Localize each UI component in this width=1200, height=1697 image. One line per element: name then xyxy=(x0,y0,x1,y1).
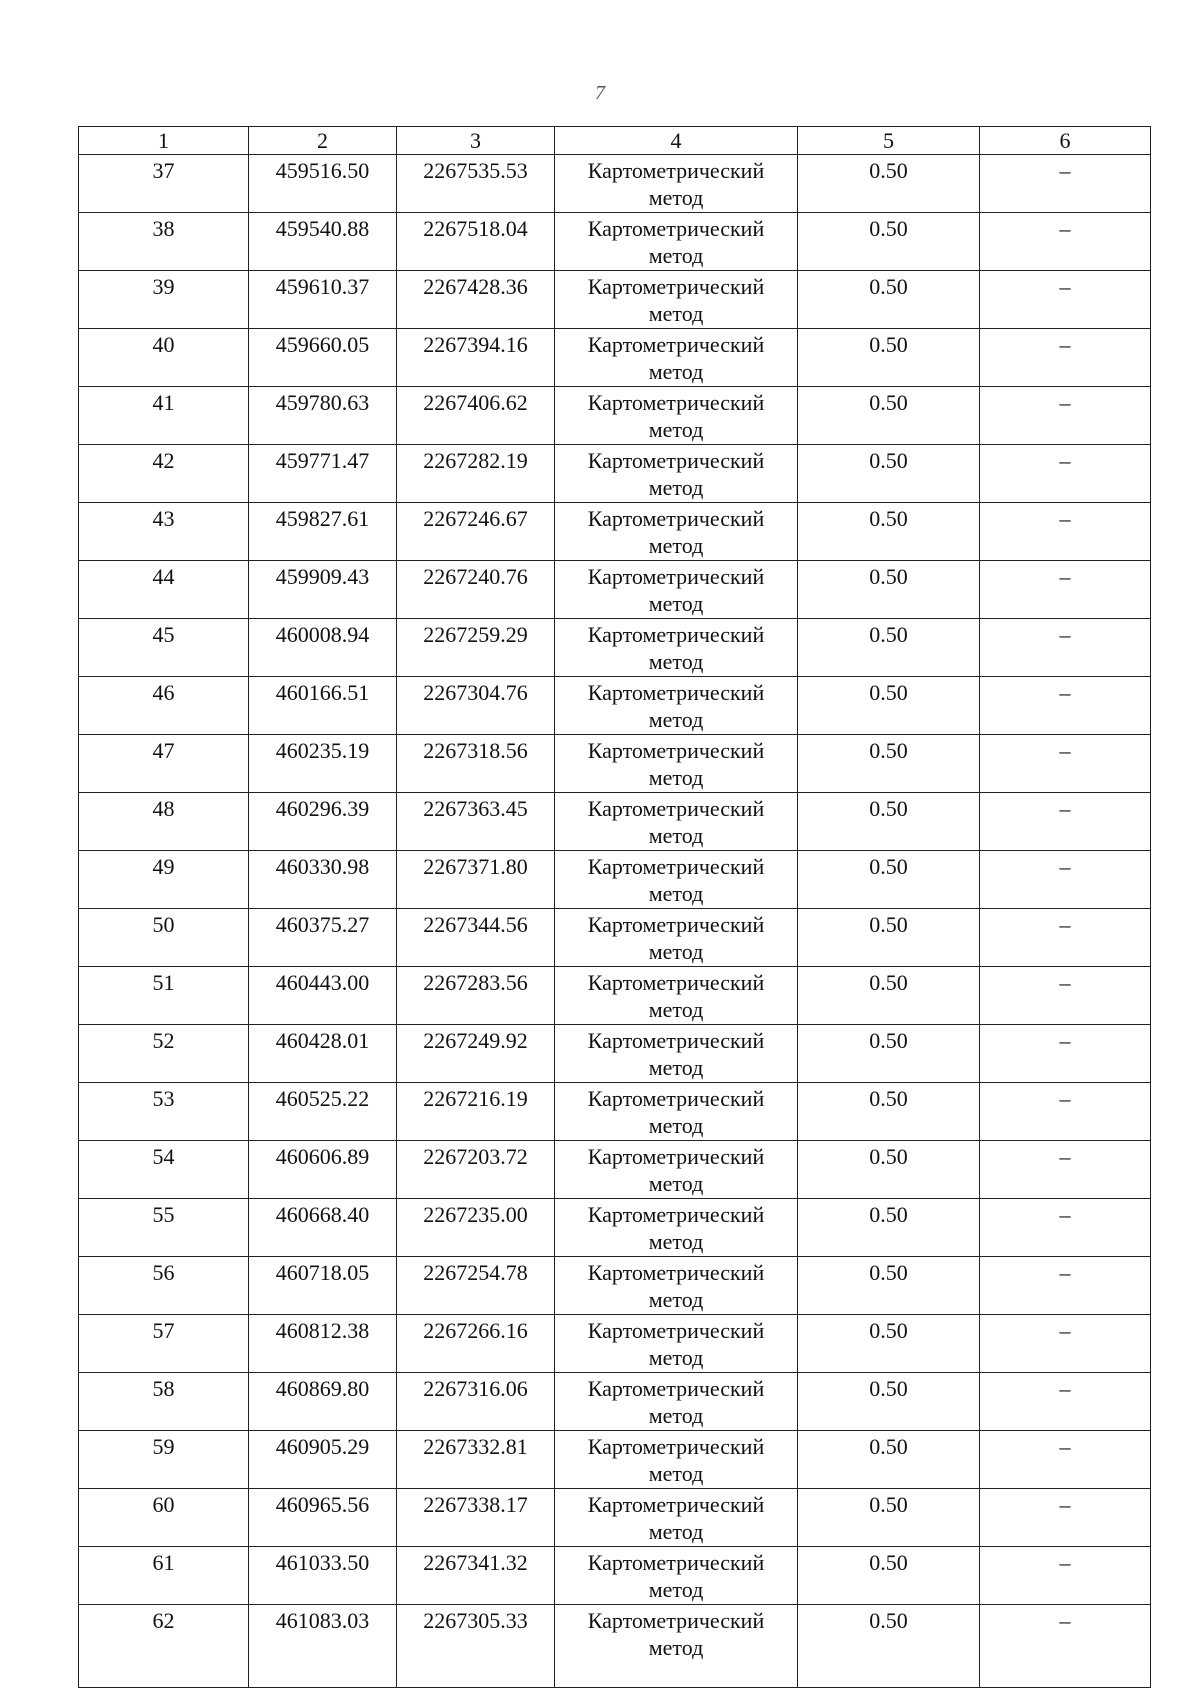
note-cell: – xyxy=(980,1373,1151,1431)
y-coordinate-cell: 2267246.67 xyxy=(397,503,555,561)
note-cell: – xyxy=(980,909,1151,967)
point-number-cell: 53 xyxy=(79,1083,249,1141)
x-coordinate-cell: 461033.50 xyxy=(249,1547,397,1605)
point-number-cell: 46 xyxy=(79,677,249,735)
point-number-cell: 42 xyxy=(79,445,249,503)
table-row xyxy=(79,329,1151,387)
accuracy-cell: 0.50 xyxy=(798,735,980,793)
note-cell: – xyxy=(980,1199,1151,1257)
note-cell: – xyxy=(980,1141,1151,1199)
y-coordinate-cell: 2267240.76 xyxy=(397,561,555,619)
accuracy-cell: 0.50 xyxy=(798,1025,980,1083)
accuracy-cell: 0.50 xyxy=(798,967,980,1025)
y-coordinate-cell: 2267282.19 xyxy=(397,445,555,503)
method-cell: Картометрический метод xyxy=(555,851,798,909)
y-coordinate-cell: 2267266.16 xyxy=(397,1315,555,1373)
accuracy-cell: 0.50 xyxy=(798,1489,980,1547)
accuracy-cell: 0.50 xyxy=(798,677,980,735)
header-cell-3: 3 xyxy=(397,127,555,155)
point-number-cell: 59 xyxy=(79,1431,249,1489)
y-coordinate-cell: 2267344.56 xyxy=(397,909,555,967)
header-cell-4: 4 xyxy=(555,127,798,155)
table-row xyxy=(79,1025,1151,1083)
accuracy-cell: 0.50 xyxy=(798,561,980,619)
note-cell: – xyxy=(980,387,1151,445)
y-coordinate-cell: 2267283.56 xyxy=(397,967,555,1025)
y-coordinate-cell: 2267338.17 xyxy=(397,1489,555,1547)
x-coordinate-cell: 460235.19 xyxy=(249,735,397,793)
y-coordinate-cell: 2267254.78 xyxy=(397,1257,555,1315)
note-cell: – xyxy=(980,1489,1151,1547)
accuracy-cell: 0.50 xyxy=(798,445,980,503)
x-coordinate-cell: 461083.03 xyxy=(249,1605,397,1688)
point-number-cell: 56 xyxy=(79,1257,249,1315)
table-row xyxy=(79,445,1151,503)
point-number-cell: 58 xyxy=(79,1373,249,1431)
note-cell: – xyxy=(980,735,1151,793)
header-cell-2: 2 xyxy=(249,127,397,155)
note-cell: – xyxy=(980,271,1151,329)
point-number-cell: 55 xyxy=(79,1199,249,1257)
y-coordinate-cell: 2267249.92 xyxy=(397,1025,555,1083)
table-row xyxy=(79,967,1151,1025)
coordinates-table xyxy=(78,126,1151,1688)
note-cell: – xyxy=(980,1083,1151,1141)
method-cell: Картометрический метод xyxy=(555,503,798,561)
table-row xyxy=(79,1141,1151,1199)
y-coordinate-cell: 2267235.00 xyxy=(397,1199,555,1257)
method-cell: Картометрический метод xyxy=(555,1489,798,1547)
point-number-cell: 57 xyxy=(79,1315,249,1373)
method-cell: Картометрический метод xyxy=(555,1083,798,1141)
y-coordinate-cell: 2267341.32 xyxy=(397,1547,555,1605)
table-row xyxy=(79,561,1151,619)
method-cell: Картометрический метод xyxy=(555,387,798,445)
x-coordinate-cell: 460965.56 xyxy=(249,1489,397,1547)
note-cell: – xyxy=(980,967,1151,1025)
x-coordinate-cell: 460525.22 xyxy=(249,1083,397,1141)
accuracy-cell: 0.50 xyxy=(798,271,980,329)
point-number-cell: 52 xyxy=(79,1025,249,1083)
y-coordinate-cell: 2267535.53 xyxy=(397,155,555,213)
x-coordinate-cell: 460296.39 xyxy=(249,793,397,851)
header-cell-1: 1 xyxy=(79,127,249,155)
accuracy-cell: 0.50 xyxy=(798,1315,980,1373)
x-coordinate-cell: 459660.05 xyxy=(249,329,397,387)
x-coordinate-cell: 459771.47 xyxy=(249,445,397,503)
method-cell: Картометрический метод xyxy=(555,735,798,793)
point-number-cell: 41 xyxy=(79,387,249,445)
x-coordinate-cell: 460375.27 xyxy=(249,909,397,967)
point-number-cell: 48 xyxy=(79,793,249,851)
x-coordinate-cell: 460812.38 xyxy=(249,1315,397,1373)
method-cell: Картометрический метод xyxy=(555,1315,798,1373)
page-number: 7 xyxy=(595,82,605,104)
y-coordinate-cell: 2267518.04 xyxy=(397,213,555,271)
note-cell: – xyxy=(980,619,1151,677)
table-row xyxy=(79,619,1151,677)
method-cell: Картометрический метод xyxy=(555,445,798,503)
x-coordinate-cell: 460166.51 xyxy=(249,677,397,735)
table-row xyxy=(79,1315,1151,1373)
table-row xyxy=(79,1489,1151,1547)
y-coordinate-cell: 2267371.80 xyxy=(397,851,555,909)
table-row xyxy=(79,1547,1151,1605)
accuracy-cell: 0.50 xyxy=(798,503,980,561)
note-cell: – xyxy=(980,213,1151,271)
x-coordinate-cell: 460606.89 xyxy=(249,1141,397,1199)
x-coordinate-cell: 460668.40 xyxy=(249,1199,397,1257)
point-number-cell: 60 xyxy=(79,1489,249,1547)
note-cell: – xyxy=(980,1025,1151,1083)
y-coordinate-cell: 2267406.62 xyxy=(397,387,555,445)
y-coordinate-cell: 2267363.45 xyxy=(397,793,555,851)
note-cell: – xyxy=(980,561,1151,619)
y-coordinate-cell: 2267304.76 xyxy=(397,677,555,735)
y-coordinate-cell: 2267332.81 xyxy=(397,1431,555,1489)
y-coordinate-cell: 2267216.19 xyxy=(397,1083,555,1141)
method-cell: Картометрический метод xyxy=(555,1547,798,1605)
accuracy-cell: 0.50 xyxy=(798,1257,980,1315)
method-cell: Картометрический метод xyxy=(555,1431,798,1489)
method-cell: Картометрический метод xyxy=(555,967,798,1025)
point-number-cell: 49 xyxy=(79,851,249,909)
accuracy-cell: 0.50 xyxy=(798,387,980,445)
x-coordinate-cell: 460869.80 xyxy=(249,1373,397,1431)
method-cell: Картометрический метод xyxy=(555,909,798,967)
table-row xyxy=(79,735,1151,793)
accuracy-cell: 0.50 xyxy=(798,1373,980,1431)
method-cell: Картометрический метод xyxy=(555,619,798,677)
accuracy-cell: 0.50 xyxy=(798,851,980,909)
table-row xyxy=(79,909,1151,967)
point-number-cell: 44 xyxy=(79,561,249,619)
x-coordinate-cell: 460718.05 xyxy=(249,1257,397,1315)
table-row xyxy=(79,851,1151,909)
note-cell: – xyxy=(980,1605,1151,1688)
accuracy-cell: 0.50 xyxy=(798,793,980,851)
method-cell: Картометрический метод xyxy=(555,213,798,271)
table-body xyxy=(79,127,1151,1688)
point-number-cell: 38 xyxy=(79,213,249,271)
x-coordinate-cell: 459610.37 xyxy=(249,271,397,329)
table-row xyxy=(79,1431,1151,1489)
x-coordinate-cell: 459540.88 xyxy=(249,213,397,271)
table-row xyxy=(79,387,1151,445)
accuracy-cell: 0.50 xyxy=(798,1083,980,1141)
y-coordinate-cell: 2267305.33 xyxy=(397,1605,555,1688)
accuracy-cell: 0.50 xyxy=(798,1605,980,1688)
x-coordinate-cell: 460008.94 xyxy=(249,619,397,677)
y-coordinate-cell: 2267316.06 xyxy=(397,1373,555,1431)
point-number-cell: 62 xyxy=(79,1605,249,1688)
point-number-cell: 40 xyxy=(79,329,249,387)
x-coordinate-cell: 459780.63 xyxy=(249,387,397,445)
note-cell: – xyxy=(980,1547,1151,1605)
table-row xyxy=(79,271,1151,329)
y-coordinate-cell: 2267318.56 xyxy=(397,735,555,793)
table-row xyxy=(79,1605,1151,1688)
point-number-cell: 43 xyxy=(79,503,249,561)
header-cell-6: 6 xyxy=(980,127,1151,155)
accuracy-cell: 0.50 xyxy=(798,1547,980,1605)
table-row xyxy=(79,1083,1151,1141)
method-cell: Картометрический метод xyxy=(555,1025,798,1083)
method-cell: Картометрический метод xyxy=(555,677,798,735)
note-cell: – xyxy=(980,677,1151,735)
table-row xyxy=(79,1257,1151,1315)
method-cell: Картометрический метод xyxy=(555,271,798,329)
accuracy-cell: 0.50 xyxy=(798,329,980,387)
accuracy-cell: 0.50 xyxy=(798,1199,980,1257)
note-cell: – xyxy=(980,329,1151,387)
point-number-cell: 50 xyxy=(79,909,249,967)
point-number-cell: 54 xyxy=(79,1141,249,1199)
note-cell: – xyxy=(980,1431,1151,1489)
accuracy-cell: 0.50 xyxy=(798,213,980,271)
note-cell: – xyxy=(980,851,1151,909)
method-cell: Картометрический метод xyxy=(555,1605,798,1688)
table-row xyxy=(79,1373,1151,1431)
y-coordinate-cell: 2267428.36 xyxy=(397,271,555,329)
x-coordinate-cell: 460443.00 xyxy=(249,967,397,1025)
x-coordinate-cell: 459827.61 xyxy=(249,503,397,561)
table-row xyxy=(79,677,1151,735)
note-cell: – xyxy=(980,1257,1151,1315)
method-cell: Картометрический метод xyxy=(555,561,798,619)
table-row xyxy=(79,793,1151,851)
x-coordinate-cell: 460330.98 xyxy=(249,851,397,909)
table-row xyxy=(79,155,1151,213)
y-coordinate-cell: 2267203.72 xyxy=(397,1141,555,1199)
table-row xyxy=(79,1199,1151,1257)
method-cell: Картометрический метод xyxy=(555,329,798,387)
point-number-cell: 51 xyxy=(79,967,249,1025)
note-cell: – xyxy=(980,155,1151,213)
method-cell: Картометрический метод xyxy=(555,1141,798,1199)
note-cell: – xyxy=(980,1315,1151,1373)
note-cell: – xyxy=(980,793,1151,851)
table-header-row xyxy=(79,127,1151,155)
method-cell: Картометрический метод xyxy=(555,155,798,213)
point-number-cell: 45 xyxy=(79,619,249,677)
y-coordinate-cell: 2267394.16 xyxy=(397,329,555,387)
x-coordinate-cell: 460905.29 xyxy=(249,1431,397,1489)
method-cell: Картометрический метод xyxy=(555,793,798,851)
y-coordinate-cell: 2267259.29 xyxy=(397,619,555,677)
x-coordinate-cell: 459516.50 xyxy=(249,155,397,213)
table-row xyxy=(79,213,1151,271)
point-number-cell: 39 xyxy=(79,271,249,329)
x-coordinate-cell: 459909.43 xyxy=(249,561,397,619)
accuracy-cell: 0.50 xyxy=(798,155,980,213)
method-cell: Картометрический метод xyxy=(555,1199,798,1257)
point-number-cell: 47 xyxy=(79,735,249,793)
method-cell: Картометрический метод xyxy=(555,1373,798,1431)
note-cell: – xyxy=(980,503,1151,561)
accuracy-cell: 0.50 xyxy=(798,1431,980,1489)
point-number-cell: 37 xyxy=(79,155,249,213)
accuracy-cell: 0.50 xyxy=(798,619,980,677)
method-cell: Картометрический метод xyxy=(555,1257,798,1315)
header-cell-5: 5 xyxy=(798,127,980,155)
point-number-cell: 61 xyxy=(79,1547,249,1605)
x-coordinate-cell: 460428.01 xyxy=(249,1025,397,1083)
note-cell: – xyxy=(980,445,1151,503)
accuracy-cell: 0.50 xyxy=(798,909,980,967)
table-row xyxy=(79,503,1151,561)
accuracy-cell: 0.50 xyxy=(798,1141,980,1199)
